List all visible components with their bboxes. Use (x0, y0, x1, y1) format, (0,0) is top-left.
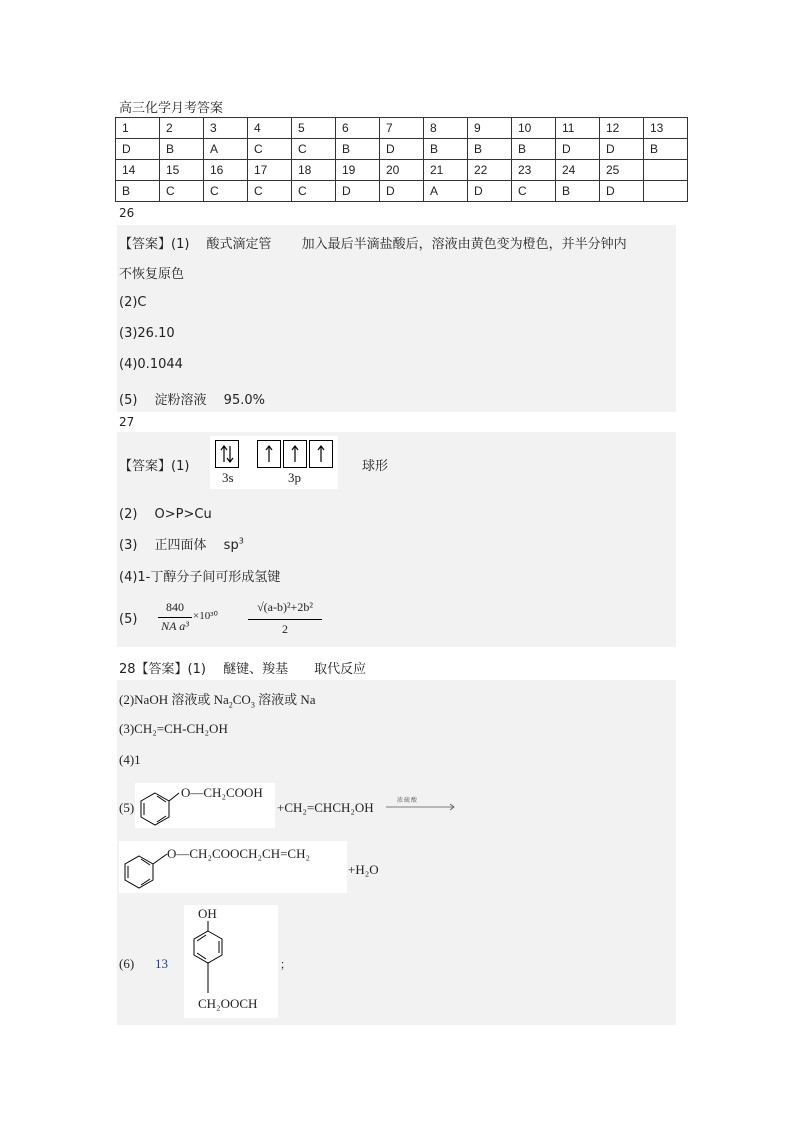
table-cell: C (512, 181, 556, 202)
up-arrow-icon (261, 444, 277, 464)
table-cell: A (424, 181, 468, 202)
answer-26-line3: (3)26.10 (119, 326, 175, 341)
structure-ester-product (119, 841, 347, 893)
table-cell: 7 (380, 118, 424, 139)
formula2-bar (248, 619, 322, 620)
answer-27-line3-sup: 3 (238, 536, 244, 546)
table-cell: 21 (424, 160, 468, 181)
table-cell: 19 (336, 160, 380, 181)
table-cell: B (336, 139, 380, 160)
reaction-condition: 浓硫酸 (397, 798, 419, 804)
up-down-arrow-icon (219, 444, 235, 464)
orbital-label-3p: 3p (288, 470, 301, 485)
answer-28-line2a: (2)NaOH 溶液或 Na (119, 692, 229, 707)
formula2-denominator: 2 (282, 622, 288, 636)
answer-26-line2: (2)C (119, 295, 147, 310)
table-cell: 13 (644, 118, 688, 139)
answer-26-line1: 【答案】(1) 酸式滴定管 加入最后半滴盐酸后，溶液由黄色变为橙色，并半分钟内 (119, 237, 627, 252)
reaction-arrow-icon (384, 800, 458, 814)
table-cell: D (556, 139, 600, 160)
table-cell: D (600, 181, 644, 202)
answer-28-line5-reagent: +CH₂=CHCH₂OH (277, 800, 374, 815)
table-row (116, 181, 688, 202)
table-cell: C (292, 139, 336, 160)
answer-28-line2b: CO (232, 692, 251, 707)
table-cell: D (380, 181, 424, 202)
formula1-multiplier: ×10³⁰ (193, 610, 218, 622)
orbital-label-3s: 3s (222, 470, 234, 485)
question-27-number: 27 (119, 415, 135, 429)
orbital-box-3p-2 (283, 440, 307, 468)
answer-28-line1: 28【答案】(1) 醚键、羧基 取代反应 (119, 662, 367, 677)
answer-28-line5-prefix: (5) (119, 800, 135, 815)
answer-28-line2-sub1: 2 (228, 700, 233, 710)
table-cell: C (248, 181, 292, 202)
table-cell: D (380, 139, 424, 160)
benzene-ring-icon (184, 919, 244, 999)
table-cell: 9 (468, 118, 512, 139)
formula1-numerator: 840 (166, 600, 184, 614)
table-cell: 1 (116, 118, 160, 139)
table-cell: B (556, 181, 600, 202)
table-cell: B (644, 139, 688, 160)
table-row (116, 160, 688, 181)
table-cell: A (204, 139, 248, 160)
table-row (116, 118, 688, 139)
table-cell: D (600, 139, 644, 160)
structure-6-oh: OH (198, 906, 217, 921)
table-cell: 4 (248, 118, 292, 139)
table-cell: 20 (380, 160, 424, 181)
answer-28-line3: (3)CH₂=CH-CH₂OH (119, 721, 228, 736)
answer-27-line4: (4)1-丁醇分子间可形成氢键 (119, 570, 281, 585)
answer-table (115, 117, 688, 202)
answer-27-line2: (2) O>P>Cu (119, 507, 212, 522)
table-cell: C (204, 181, 248, 202)
answer-27-line5: (5) (119, 612, 138, 627)
table-cell: B (512, 139, 556, 160)
orbital-diagram (210, 436, 338, 489)
table-cell: 16 (204, 160, 248, 181)
answer-28-line5b-water: +H₂O (348, 862, 379, 877)
table-row (116, 139, 688, 160)
answer-28-line6-prefix: (6) (119, 956, 135, 971)
table-cell: D (468, 181, 512, 202)
table-cell: 11 (556, 118, 600, 139)
answer-27-line1-prefix: 【答案】(1) (119, 459, 190, 474)
question-26-number: 26 (119, 206, 135, 220)
answer-26-line5: (5) 淀粉溶液 95.0% (119, 393, 265, 408)
structure-isomer (184, 905, 278, 1018)
orbital-box-3s (215, 440, 239, 468)
table-cell: B (424, 139, 468, 160)
benzene-ring-icon (119, 841, 169, 893)
answer-27-line3: (3) 正四面体 sp (119, 538, 239, 553)
table-cell: B (160, 139, 204, 160)
table-cell: 25 (600, 160, 644, 181)
table-cell: 15 (160, 160, 204, 181)
benzene-ring-icon (135, 783, 180, 828)
answer-26-block (117, 225, 676, 412)
answer-28-line6-end: ； (280, 959, 291, 971)
structure-5b-group: O—CH₂COOCH₂CH=CH₂ (167, 846, 310, 861)
orbital-box-3p-1 (257, 440, 281, 468)
table-cell: C (160, 181, 204, 202)
answer-28-line4: (4)1 (119, 752, 141, 767)
table-cell: 12 (600, 118, 644, 139)
table-cell: 2 (160, 118, 204, 139)
answer-26-line4: (4)0.1044 (119, 357, 183, 372)
table-cell: 17 (248, 160, 292, 181)
table-cell: 14 (116, 160, 160, 181)
table-cell: B (468, 139, 512, 160)
table-cell: D (116, 139, 160, 160)
formula1-denominator: NA a³ (161, 619, 189, 633)
table-cell: 3 (204, 118, 248, 139)
table-cell: 23 (512, 160, 556, 181)
table-cell: 18 (292, 160, 336, 181)
answer-27-line1-suffix: 球形 (362, 459, 389, 474)
answer-28-line2c: 溶液或 Na (254, 692, 316, 707)
formula1-bar (158, 617, 192, 618)
structure-6-ester: CH₂OOCH (198, 996, 258, 1011)
table-cell: 10 (512, 118, 556, 139)
table-cell: C (292, 181, 336, 202)
table-cell: 8 (424, 118, 468, 139)
table-cell: 22 (468, 160, 512, 181)
up-arrow-icon (287, 444, 303, 464)
page-title: 高三化学月考答案 (119, 101, 224, 116)
table-cell: 5 (292, 118, 336, 139)
structure-5-group: O—CH₂COOH (181, 785, 263, 800)
table-cell (644, 160, 688, 181)
table-cell: D (336, 181, 380, 202)
orbital-box-3p-3 (309, 440, 333, 468)
answer-26-line1b: 不恢复原色 (119, 267, 185, 282)
table-cell (644, 181, 688, 202)
answer-28-line6-count: 13 (155, 956, 168, 971)
table-cell: C (248, 139, 292, 160)
answer-28-line2-sub2: 3 (250, 700, 255, 710)
structure-phenoxyacetic-acid (135, 783, 275, 828)
table-cell: 6 (336, 118, 380, 139)
table-cell: 24 (556, 160, 600, 181)
table-cell: B (116, 181, 160, 202)
up-arrow-icon (313, 444, 329, 464)
formula2-numerator: √(a-b)²+2b² (257, 600, 313, 614)
